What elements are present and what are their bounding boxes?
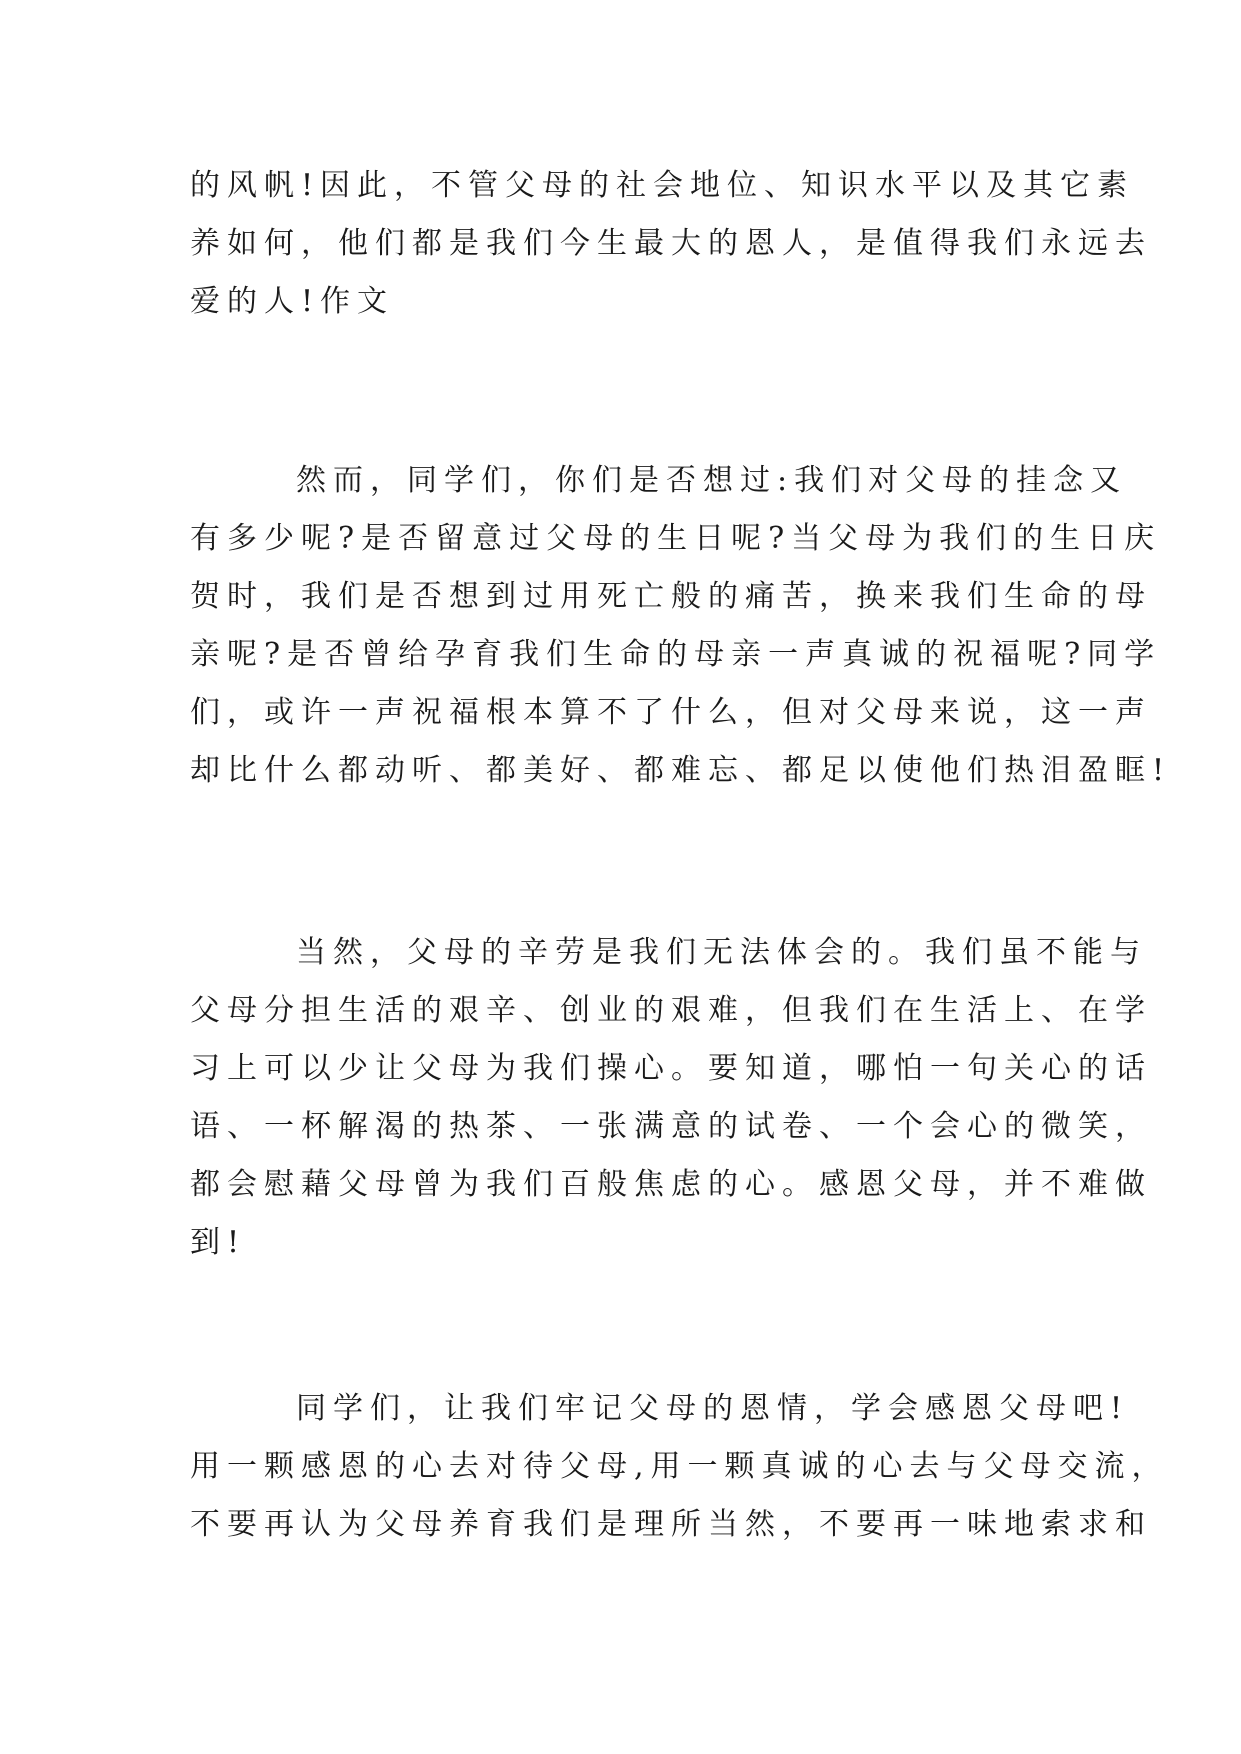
text-line: 却比什么都动听、都美好、都难忘、都足以使他们热泪盈眶!	[190, 753, 1172, 788]
text-line: 同学们，让我们牢记父母的恩情，学会感恩父母吧!	[296, 1391, 1130, 1426]
text-line: 用一颗感恩的心去对待父母,用一颗真诚的心去与父母交流，	[190, 1449, 1169, 1484]
paragraph-4	[190, 1380, 1169, 1554]
text-line: 亲呢?是否曾给孕育我们生命的母亲一声真诚的祝福呢?同学	[190, 637, 1162, 672]
paragraph-1	[190, 157, 1152, 331]
text-line: 习上可以少让父母为我们操心。要知道，哪怕一句关心的话	[190, 1051, 1152, 1086]
paragraph-2	[190, 452, 1172, 800]
text-line: 养如何，他们都是我们今生最大的恩人，是值得我们永远去	[190, 226, 1152, 261]
text-line: 的风帆!因此，不管父母的社会地位、知识水平以及其它素	[190, 168, 1135, 203]
text-line: 爱的人!作文	[190, 284, 395, 319]
paragraph-3	[190, 924, 1152, 1272]
text-line: 到!	[190, 1225, 247, 1260]
text-line: 语、一杯解渴的热茶、一张满意的试卷、一个会心的微笑，	[190, 1109, 1152, 1144]
text-line: 贺时，我们是否想到过用死亡般的痛苦，换来我们生命的母	[190, 579, 1152, 614]
text-line: 不要再认为父母养育我们是理所当然，不要再一味地索求和	[190, 1507, 1152, 1542]
text-line: 都会慰藉父母曾为我们百般焦虑的心。感恩父母，并不难做	[190, 1167, 1152, 1202]
text-line: 们，或许一声祝福根本算不了什么，但对父母来说，这一声	[190, 695, 1152, 730]
text-line: 然而，同学们，你们是否想过:我们对父母的挂念又	[296, 463, 1128, 498]
text-line: 当然，父母的辛劳是我们无法体会的。我们虽不能与	[296, 935, 1147, 970]
text-line: 父母分担生活的艰辛、创业的艰难，但我们在生活上、在学	[190, 993, 1152, 1028]
text-line: 有多少呢?是否留意过父母的生日呢?当父母为我们的生日庆	[190, 521, 1162, 556]
